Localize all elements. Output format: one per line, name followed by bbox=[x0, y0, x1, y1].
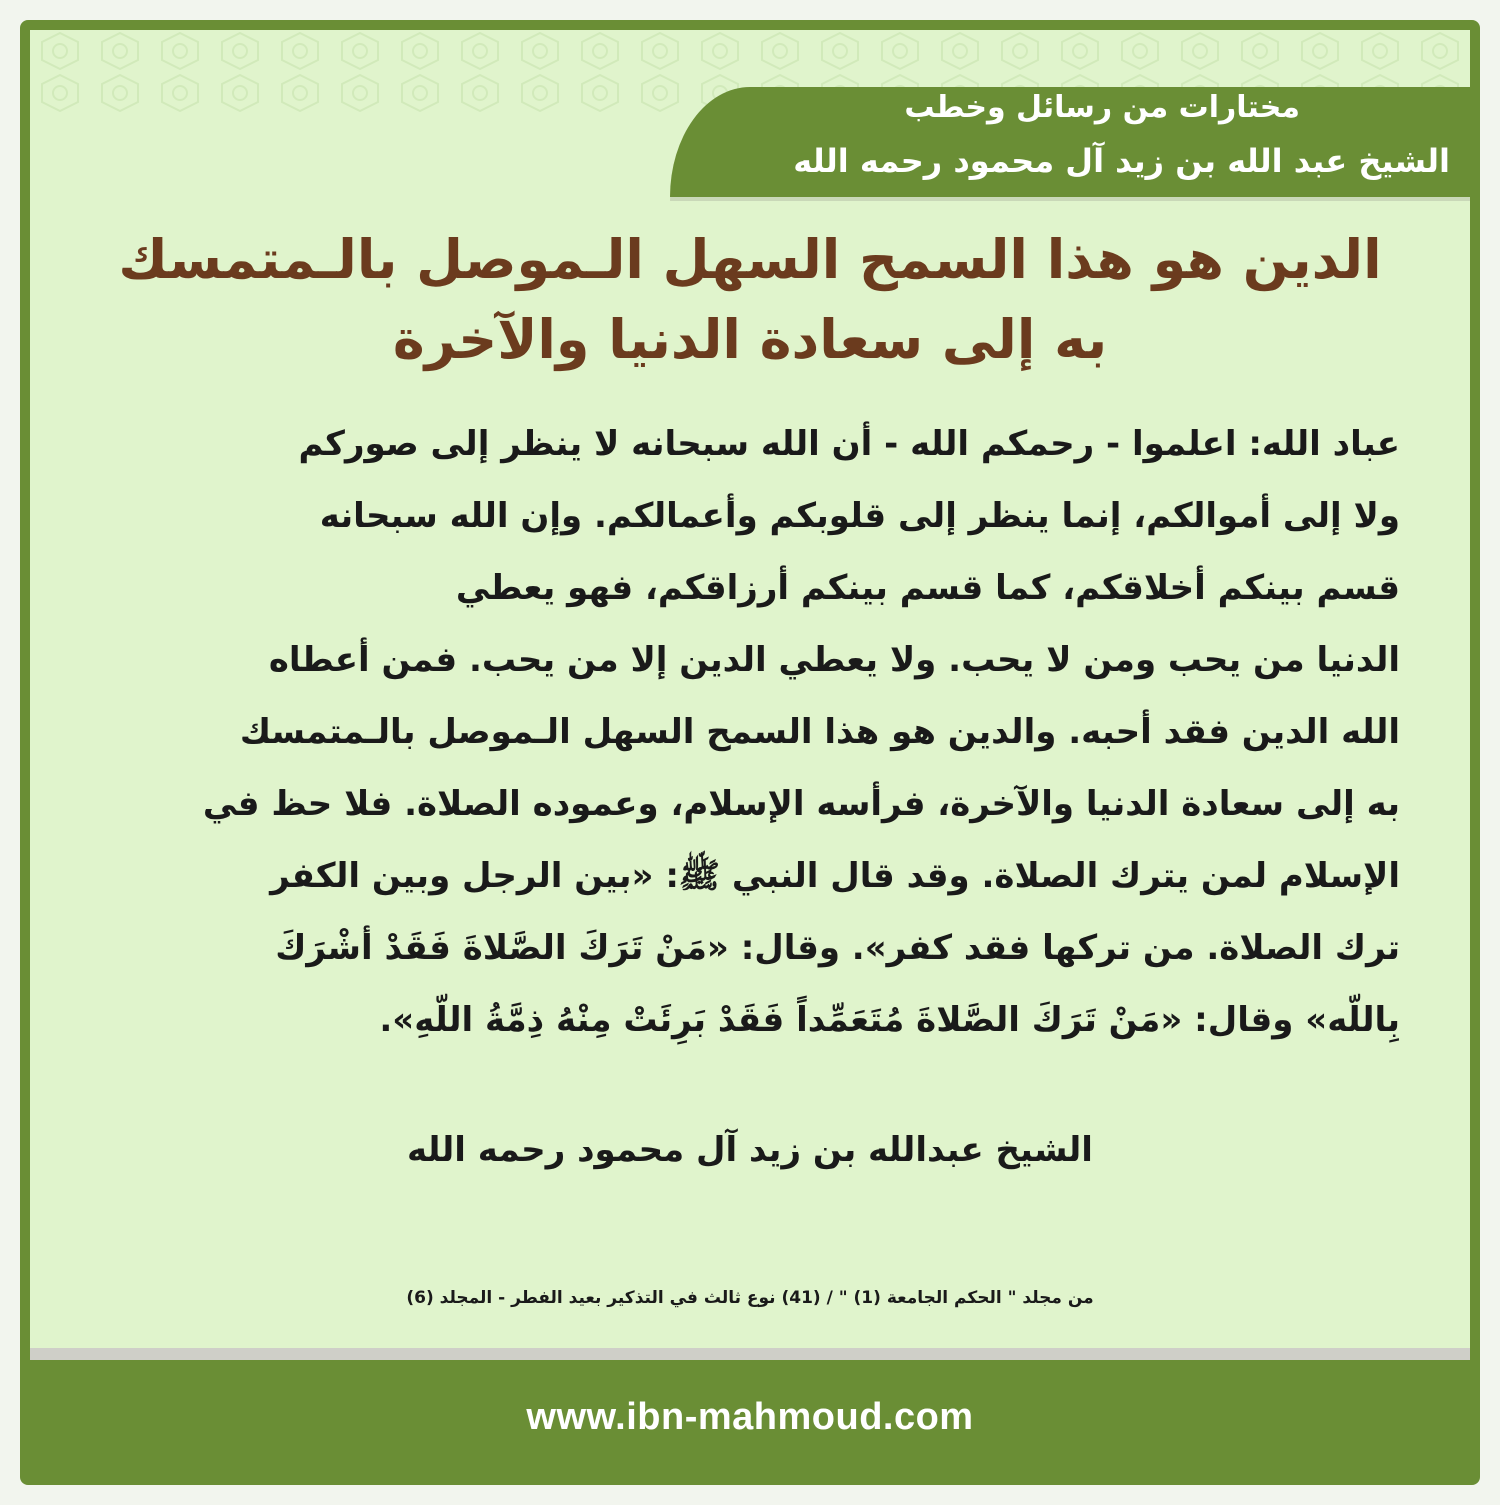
body-line: الله الدين فقد أحبه. والدين هو هذا السمح السهل الـموصل بالـمتمسك bbox=[239, 712, 1400, 752]
content-panel bbox=[30, 30, 1470, 1360]
body-line: ولا إلى أموالكم، إنما ينظر إلى قلوبكم وأعمالكم. وإن الله سبحانه bbox=[319, 496, 1400, 536]
body-line: بِاللّه» وقال: «مَنْ تَرَكَ الصَّلاةَ مُتَعَمِّداً فَقَدْ بَرِئَتْ مِنْهُ ذِمَّةُ اللّهِ». bbox=[379, 1000, 1400, 1040]
divider-strip bbox=[30, 1348, 1470, 1360]
body-line: عباد الله: اعلموا - رحمكم الله - أن الله سبحانه لا ينظر إلى صوركم bbox=[298, 424, 1400, 464]
title-line: الدين هو هذا السمح السهل الـموصل بالـمتمسك bbox=[118, 228, 1382, 291]
body-line: به إلى سعادة الدنيا والآخرة، فرأسه الإسلام، وعموده الصلاة. فلا حظ في bbox=[202, 784, 1400, 824]
body-line: ترك الصلاة. من تركها فقد كفر». وقال: «مَنْ تَرَكَ الصَّلاةَ فَقَدْ أشْرَكَ bbox=[275, 928, 1400, 968]
page-title bbox=[90, 220, 1410, 380]
body-line: الدنيا من يحب ومن لا يحب. ولا يعطي الدين إلا من يحب. فمن أعطاه bbox=[268, 640, 1400, 680]
header-series-title: مختارات من رسائل وخطب bbox=[904, 90, 1300, 125]
author-signature: الشيخ عبدالله بن زيد آل محمود رحمه الله bbox=[407, 1130, 1093, 1170]
header-sheikh-name: الشيخ عبد الله بن زيد آل محمود رحمه الله bbox=[793, 142, 1450, 180]
body-line: قسم بينكم أخلاقكم، كما قسم بينكم أرزاقكم، فهو يعطي bbox=[455, 568, 1400, 608]
source-citation: من مجلد " الحكم الجامعة (1) " / (41) نوع ثالث في التذكير بعيد الفطر - المجلد (6) bbox=[406, 1288, 1094, 1308]
website-link[interactable]: www.ibn-mahmoud.com bbox=[526, 1396, 974, 1438]
body-line: الإسلام لمن يترك الصلاة. وقد قال النبي ﷺ: «بين الرجل وبين الكفر bbox=[270, 856, 1400, 896]
body-text bbox=[120, 408, 1400, 1056]
title-line: به إلى سعادة الدنيا والآخرة bbox=[392, 308, 1108, 371]
